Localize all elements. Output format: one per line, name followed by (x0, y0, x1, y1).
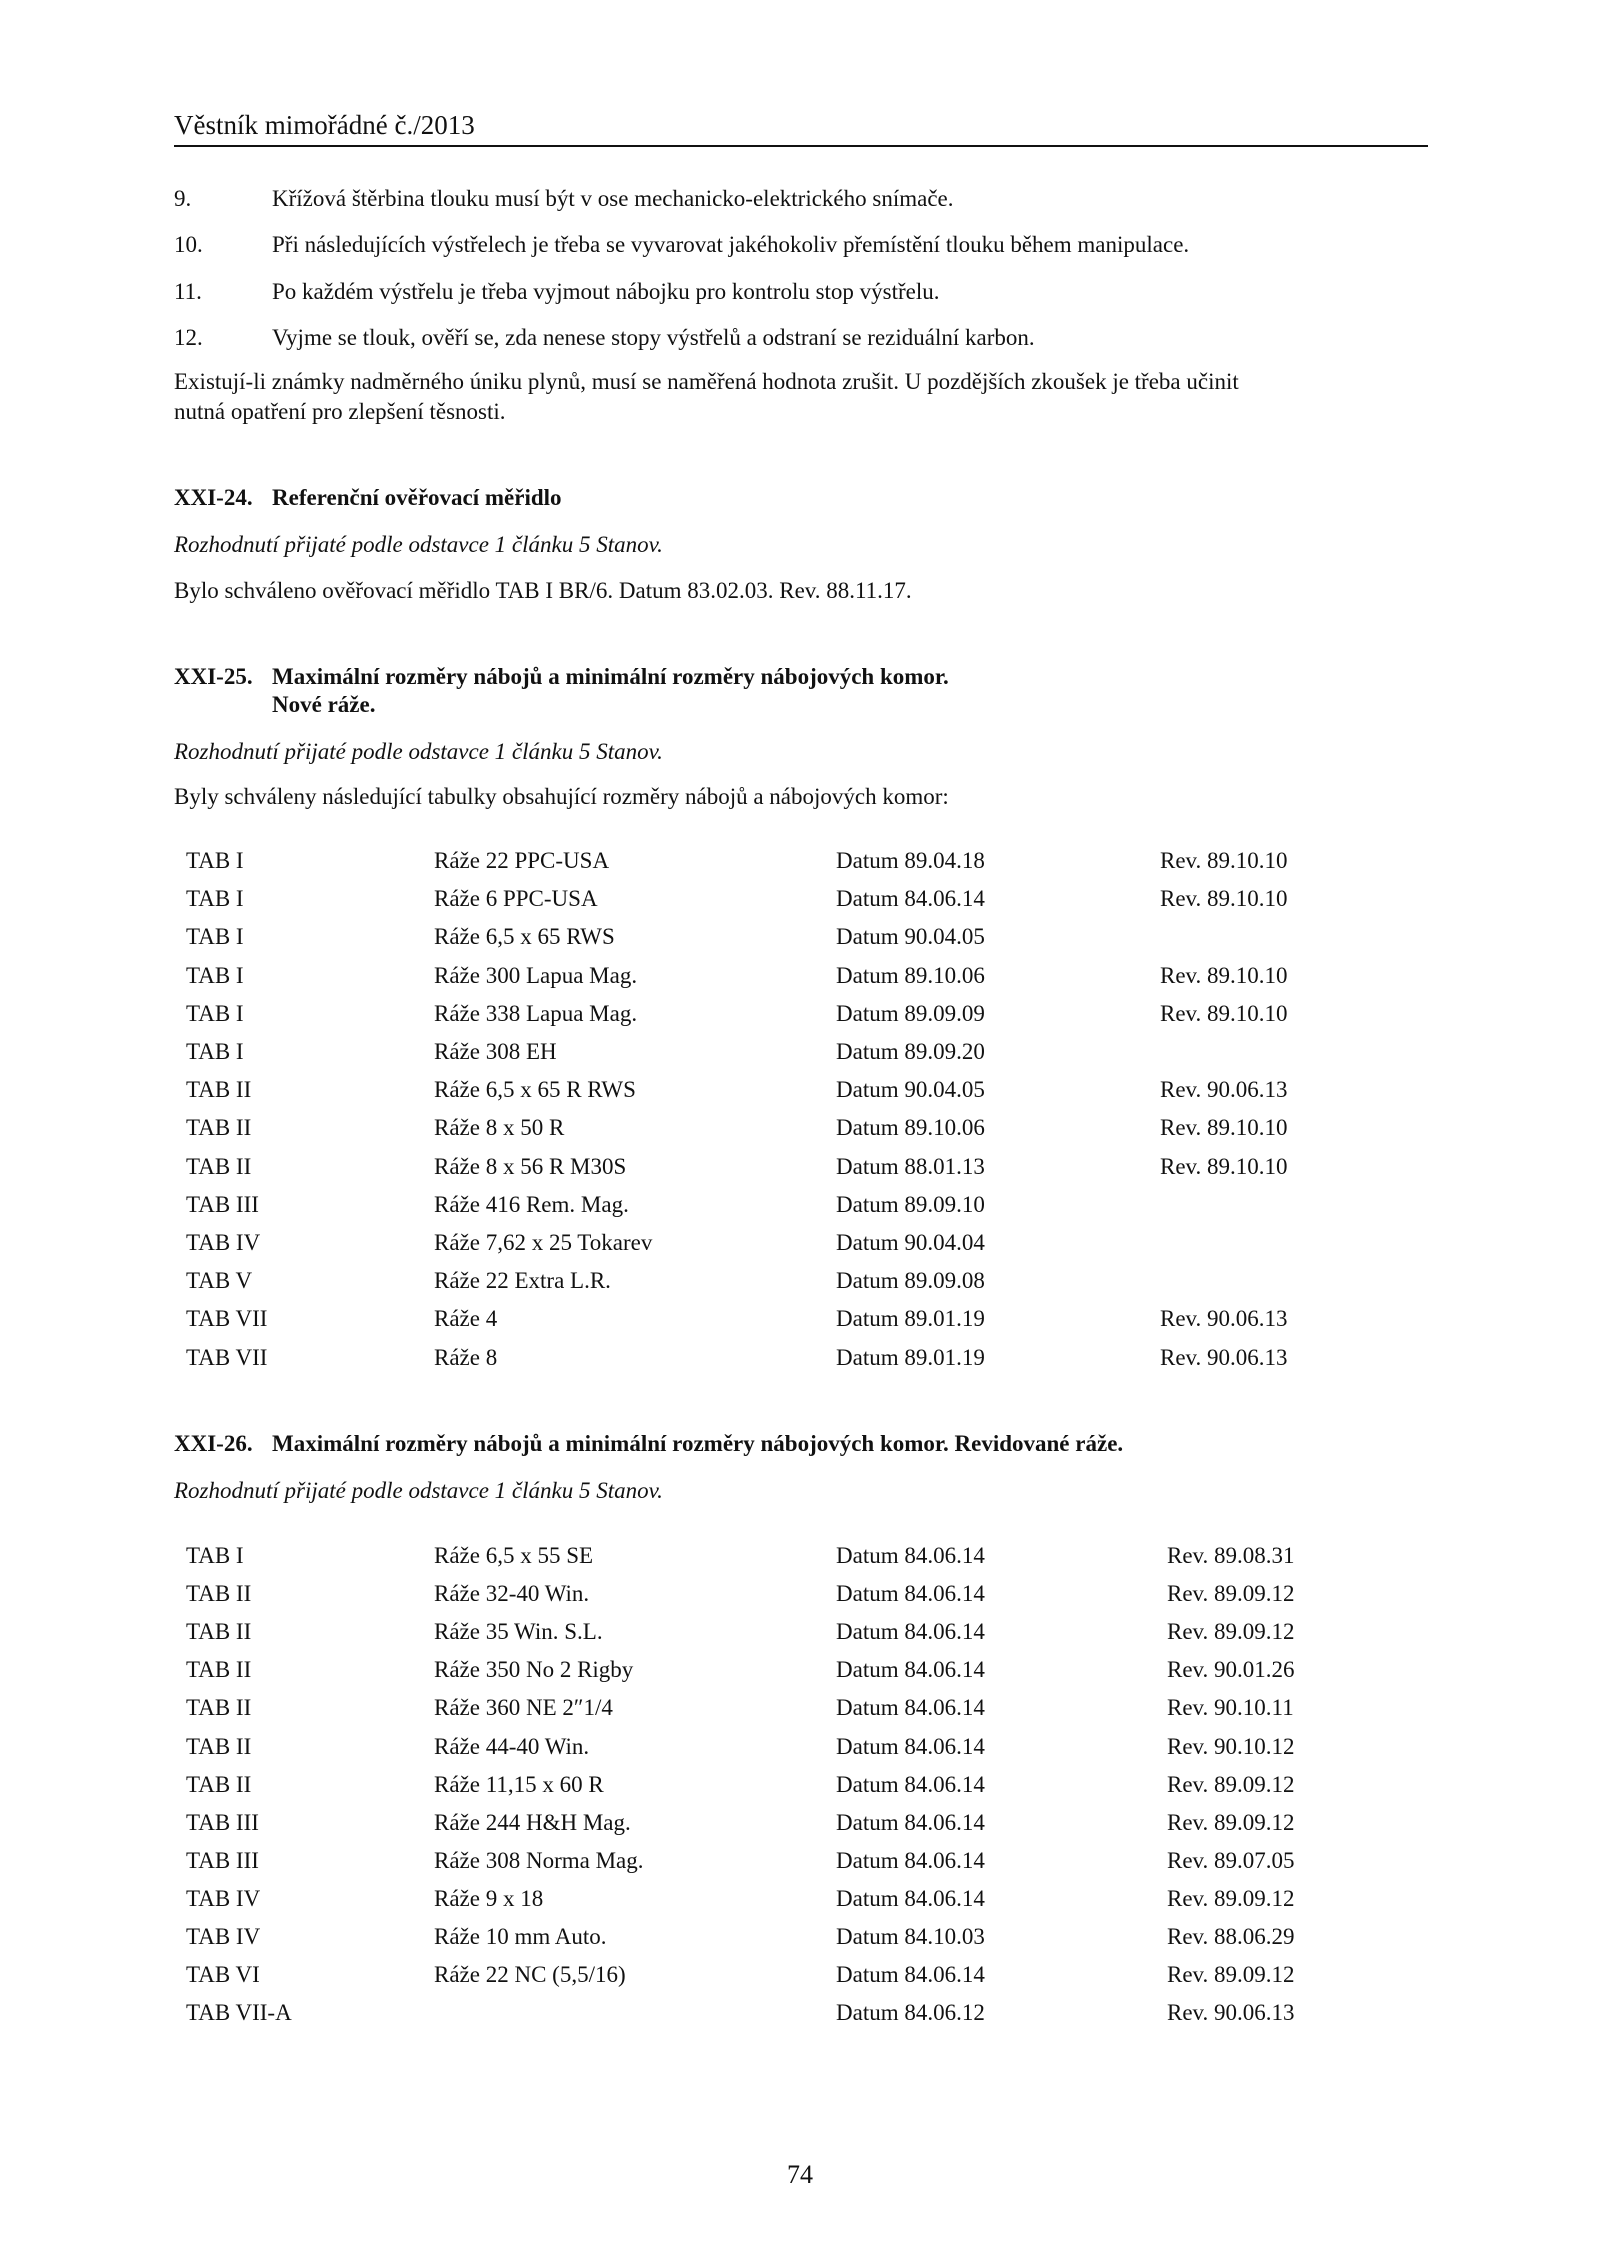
tab-cell: TAB V (186, 1268, 253, 1294)
revision-cell: Rev. 90.10.11 (1167, 1695, 1294, 1721)
calibre-cell: Ráže 4 (434, 1306, 498, 1332)
tab-cell: TAB IV (186, 1230, 261, 1255)
table-row (0, 1695, 1600, 1733)
calibre-cell: Ráže 244 H&H Mag. (434, 1809, 631, 1835)
item-number: 12. (174, 325, 203, 350)
table-row (0, 1734, 1600, 1772)
tab-cell: TAB II (186, 1657, 252, 1683)
section-code: XXI-24. (174, 485, 253, 510)
tab-cell: TAB II (186, 1581, 252, 1607)
revision-cell: Rev. 90.06.13 (1160, 1344, 1288, 1370)
table-row (0, 1039, 1600, 1077)
revision-cell: Rev. 89.10.10 (1160, 886, 1288, 912)
section-title: Referenční ověřovací měřidlo (272, 485, 562, 510)
table-row (0, 1192, 1600, 1230)
table-row (0, 1230, 1600, 1268)
item-number: 9. (174, 186, 192, 211)
calibre-cell: Ráže 338 Lapua Mag. (434, 1000, 638, 1026)
date-cell: Datum 84.06.14 (836, 1581, 985, 1607)
date-cell: Datum 84.06.14 (836, 1619, 985, 1645)
table-row (0, 1810, 1600, 1848)
revision-cell: Rev. 89.09.12 (1167, 1771, 1295, 1797)
section-subtitle: Nové ráže. (272, 692, 376, 717)
table-row (0, 1077, 1600, 1115)
section-code: XXI-25. (174, 664, 253, 689)
date-cell: Datum 89.09.20 (836, 1039, 985, 1064)
revision-cell: Rev. 89.10.10 (1160, 962, 1288, 988)
calibre-cell: Ráže 10 mm Auto. (434, 1924, 607, 1949)
revision-cell: Rev. 89.09.12 (1167, 1581, 1295, 1607)
table-row (0, 1001, 1600, 1039)
calibre-cell: Ráže 44-40 Win. (434, 1733, 590, 1759)
revision-cell: Rev. 89.09.12 (1167, 1809, 1295, 1835)
revision-cell: Rev. 89.10.10 (1160, 1115, 1288, 1141)
revision-cell: Rev. 90.01.26 (1167, 1657, 1295, 1683)
calibre-cell: Ráže 300 Lapua Mag. (434, 962, 638, 988)
table-row (0, 886, 1600, 924)
table-row (0, 1619, 1600, 1657)
section-heading-xxi-26 (174, 1431, 1123, 1457)
calibre-cell: Ráže 7,62 x 25 Tokarev (434, 1230, 653, 1255)
revision-cell: Rev. 89.08.31 (1167, 1543, 1295, 1568)
section-title: Maximální rozměry nábojů a minimální rozměry nábojových komor. (272, 664, 949, 689)
section-title: Maximální rozměry nábojů a minimální rozměry nábojových komor. Revidované ráže. (272, 1431, 1124, 1456)
decision-note: Rozhodnutí přijaté podle odstavce 1 článku 5 Stanov. (174, 532, 663, 557)
revision-cell: Rev. 89.07.05 (1167, 1847, 1295, 1873)
date-cell: Datum 84.06.12 (836, 2000, 985, 2026)
page-number: 74 (787, 2160, 813, 2189)
item-text: Křížová štěrbina tlouku musí být v ose mechanicko-elektrického snímače. (272, 186, 954, 211)
date-cell: Datum 90.04.05 (836, 924, 985, 950)
calibre-cell: Ráže 22 NC (5,5/16) (434, 1962, 626, 1988)
tab-cell: TAB IV (186, 1885, 261, 1911)
date-cell: Datum 89.01.19 (836, 1306, 985, 1332)
revision-cell: Rev. 88.06.29 (1167, 1924, 1295, 1949)
calibre-cell: Ráže 308 Norma Mag. (434, 1847, 644, 1873)
tab-cell: TAB III (186, 1847, 259, 1873)
table-row (0, 1543, 1600, 1581)
table-row (0, 1848, 1600, 1886)
table-row (0, 963, 1600, 1001)
calibre-cell: Ráže 22 Extra L.R. (434, 1268, 611, 1294)
table-row (0, 1772, 1600, 1810)
date-cell: Datum 84.06.14 (836, 1962, 985, 1988)
date-cell: Datum 84.10.03 (836, 1924, 985, 1949)
revision-cell: Rev. 89.09.12 (1167, 1962, 1295, 1988)
date-cell: Datum 89.09.10 (836, 1191, 985, 1217)
tab-cell: TAB III (186, 1191, 259, 1217)
approval-text: Bylo schváleno ověřovací měřidlo TAB I BR/6. Datum 83.02.03. Rev. 88.11.17. (174, 578, 912, 603)
date-cell: Datum 84.06.14 (836, 1733, 985, 1759)
calibre-cell: Ráže 6,5 x 55 SE (434, 1543, 594, 1568)
table-row (0, 1924, 1600, 1962)
tab-cell: TAB II (186, 1619, 252, 1645)
table-row (0, 1657, 1600, 1695)
calibre-cell: Ráže 9 x 18 (434, 1885, 544, 1911)
table-row (0, 1154, 1600, 1192)
date-cell: Datum 89.09.09 (836, 1000, 985, 1026)
calibre-cell: Ráže 8 (434, 1344, 498, 1370)
date-cell: Datum 89.09.08 (836, 1268, 985, 1294)
calibre-cell: Ráže 416 Rem. Mag. (434, 1191, 629, 1217)
tab-cell: TAB IV (186, 1924, 261, 1949)
table-row (0, 1115, 1600, 1153)
table-row (0, 1306, 1600, 1344)
tab-cell: TAB II (186, 1153, 252, 1179)
date-cell: Datum 89.10.06 (836, 1115, 985, 1141)
revision-cell: Rev. 89.09.12 (1167, 1619, 1295, 1645)
tab-cell: TAB VII (186, 1344, 268, 1370)
tab-cell: TAB I (186, 1543, 244, 1568)
date-cell: Datum 90.04.04 (836, 1230, 985, 1255)
date-cell: Datum 84.06.14 (836, 1771, 985, 1797)
header-rule (174, 145, 1428, 147)
tab-cell: TAB VI (186, 1962, 260, 1988)
revision-cell: Rev. 90.06.13 (1160, 1306, 1288, 1332)
tab-cell: TAB I (186, 886, 244, 912)
revision-cell: Rev. 89.09.12 (1167, 1885, 1295, 1911)
calibre-cell: Ráže 35 Win. S.L. (434, 1619, 603, 1645)
table-row (0, 924, 1600, 962)
date-cell: Datum 89.01.19 (836, 1344, 985, 1370)
table-row (0, 1268, 1600, 1306)
section-heading-xxi-24 (174, 485, 562, 511)
tab-cell: TAB II (186, 1733, 252, 1759)
tab-cell: TAB I (186, 924, 244, 950)
date-cell: Datum 89.10.06 (836, 962, 985, 988)
paragraph-line: nutná opatření pro zlepšení těsnosti. (174, 399, 506, 424)
item-text: Při následujících výstřelech je třeba se vyvarovat jakéhokoliv přemístění tlouku během manipulace. (272, 232, 1190, 257)
revision-cell: Rev. 89.10.10 (1160, 1000, 1288, 1026)
date-cell: Datum 88.01.13 (836, 1153, 985, 1179)
revision-cell: Rev. 90.10.12 (1167, 1733, 1295, 1759)
revision-cell: Rev. 89.10.10 (1160, 848, 1288, 873)
date-cell: Datum 84.06.14 (836, 1695, 985, 1721)
tab-cell: TAB II (186, 1771, 252, 1797)
tab-cell: TAB I (186, 962, 244, 988)
tab-cell: TAB II (186, 1695, 252, 1721)
calibre-cell: Ráže 6,5 x 65 R RWS (434, 1077, 636, 1103)
section-heading-xxi-25 (174, 664, 949, 690)
revision-cell: Rev. 90.06.13 (1160, 1077, 1288, 1103)
decision-note: Rozhodnutí přijaté podle odstavce 1 článku 5 Stanov. (174, 1478, 663, 1503)
table-row (0, 1581, 1600, 1619)
table-row (0, 1345, 1600, 1383)
date-cell: Datum 84.06.14 (836, 1809, 985, 1835)
item-text: Po každém výstřelu je třeba vyjmout nábojku pro kontrolu stop výstřelu. (272, 279, 940, 304)
revision-cell: Rev. 89.10.10 (1160, 1153, 1288, 1179)
date-cell: Datum 84.06.14 (836, 1543, 985, 1568)
tab-cell: TAB II (186, 1115, 252, 1141)
date-cell: Datum 89.04.18 (836, 848, 985, 873)
calibre-cell: Ráže 308 EH (434, 1039, 557, 1064)
date-cell: Datum 90.04.05 (836, 1077, 985, 1103)
section-code: XXI-26. (174, 1431, 253, 1456)
calibre-cell: Ráže 32-40 Win. (434, 1581, 590, 1607)
calibre-cell: Ráže 350 No 2 Rigby (434, 1657, 634, 1683)
running-header: Věstník mimořádné č./2013 (174, 110, 475, 140)
calibre-cell: Ráže 6 PPC-USA (434, 886, 598, 912)
calibre-cell: Ráže 360 NE 2″1/4 (434, 1695, 613, 1721)
date-cell: Datum 84.06.14 (836, 1847, 985, 1873)
item-text: Vyjme se tlouk, ověří se, zda nenese stopy výstřelů a odstraní se reziduální karbon. (272, 325, 1035, 350)
calibre-cell: Ráže 8 x 56 R M30S (434, 1153, 627, 1179)
date-cell: Datum 84.06.14 (836, 1657, 985, 1683)
item-number: 11. (174, 279, 202, 304)
tab-cell: TAB VII (186, 1306, 268, 1332)
table-row (0, 1962, 1600, 2000)
date-cell: Datum 84.06.14 (836, 1885, 985, 1911)
calibre-cell: Ráže 8 x 50 R (434, 1115, 565, 1141)
table-row (0, 1886, 1600, 1924)
tab-cell: TAB III (186, 1809, 259, 1835)
item-number: 10. (174, 232, 203, 257)
calibre-cell: Ráže 11,15 x 60 R (434, 1771, 604, 1797)
date-cell: Datum 84.06.14 (836, 886, 985, 912)
calibre-cell: Ráže 22 PPC-USA (434, 848, 610, 873)
tab-cell: TAB II (186, 1077, 252, 1103)
decision-note: Rozhodnutí přijaté podle odstavce 1 článku 5 Stanov. (174, 739, 663, 764)
tab-cell: TAB I (186, 1000, 244, 1026)
paragraph-line: Existují-li známky nadměrného úniku plynů, musí se naměřená hodnota zrušit. U pozdějších zkoušek je třeba učinit (174, 369, 1239, 394)
tab-cell: TAB I (186, 1039, 244, 1064)
tab-cell: TAB I (186, 848, 244, 873)
revision-cell: Rev. 90.06.13 (1167, 2000, 1295, 2026)
table-row (0, 2000, 1600, 2038)
table-intro: Byly schváleny následující tabulky obsahující rozměry nábojů a nábojových komor: (174, 784, 949, 809)
tab-cell: TAB VII-A (186, 2000, 292, 2026)
table-row (0, 848, 1600, 886)
calibre-cell: Ráže 6,5 x 65 RWS (434, 924, 615, 950)
